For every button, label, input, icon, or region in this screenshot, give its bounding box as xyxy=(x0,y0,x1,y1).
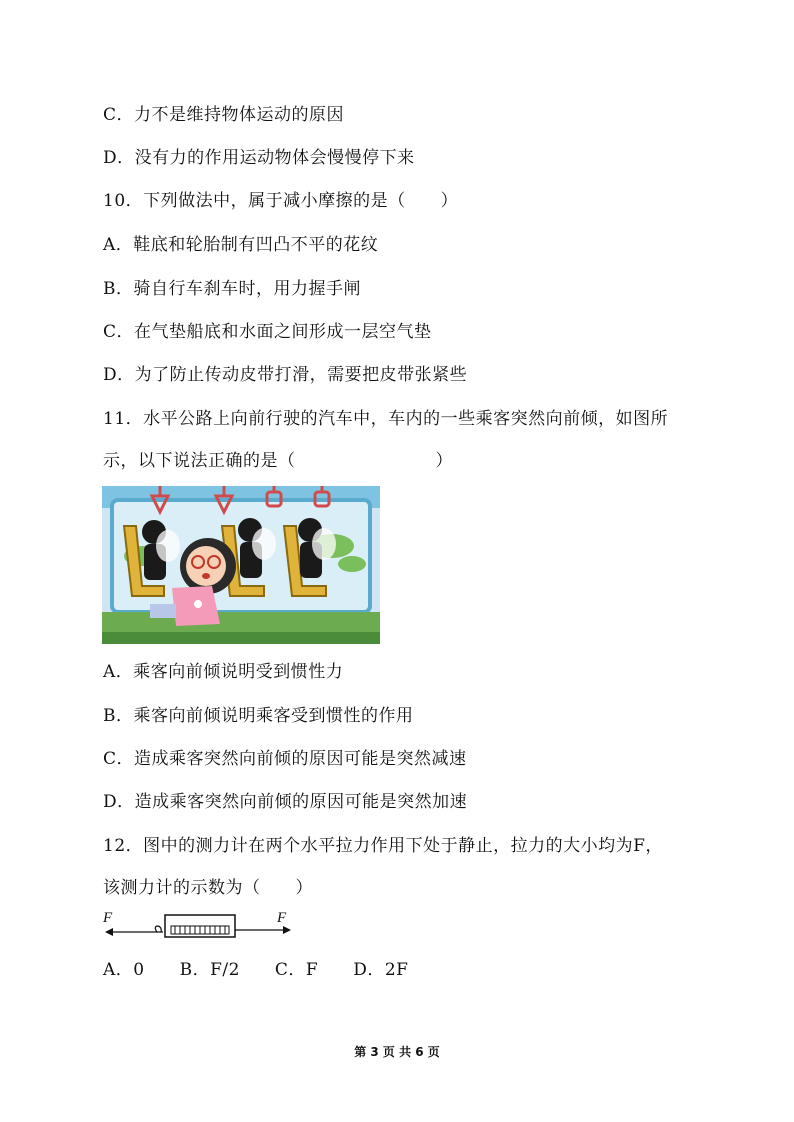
q11-option-a: A．乘客向前倾说明受到惯性力 xyxy=(103,662,344,682)
q12-options: A．0 B．F/2 C．F D．2F xyxy=(103,960,409,980)
bus-passengers-illustration xyxy=(102,486,380,644)
q10-stem: 10．下列做法中，属于减小摩擦的是（ ） xyxy=(103,191,459,211)
q12-stem-line1: 12．图中的测力计在两个水平拉力作用下处于静止，拉力的大小均为F， xyxy=(103,836,663,856)
spring-scale-figure xyxy=(101,908,293,940)
force-label-left: F xyxy=(103,910,113,926)
q10-option-b: B．骑自行车刹车时，用力握手闸 xyxy=(103,279,361,299)
q10-option-d: D．为了防止传动皮带打滑，需要把皮带张紧些 xyxy=(103,365,468,385)
q9-option-d: D．没有力的作用运动物体会慢慢停下来 xyxy=(103,148,415,168)
q11-option-b: B．乘客向前倾说明乘客受到惯性的作用 xyxy=(103,706,414,726)
q11-stem-line1: 11．水平公路上向前行驶的汽车中，车内的一些乘客突然向前倾，如图所 xyxy=(103,409,669,429)
q12-stem-line2: 该测力计的示数为（ ） xyxy=(103,878,313,898)
q11-option-c: C．造成乘客突然向前倾的原因可能是突然减速 xyxy=(103,749,467,769)
q11-stem-line2: 示，以下说法正确的是（ ） xyxy=(103,451,453,471)
q10-option-a: A．鞋底和轮胎制有凹凸不平的花纹 xyxy=(103,235,379,255)
page-footer: 第 3 页 共 6 页 xyxy=(354,1045,440,1059)
q11-option-d: D．造成乘客突然向前倾的原因可能是突然加速 xyxy=(103,792,468,812)
q9-option-c: C．力不是维持物体运动的原因 xyxy=(103,105,345,125)
q10-option-c: C．在气垫船底和水面之间形成一层空气垫 xyxy=(103,322,432,342)
force-label-right: F xyxy=(277,910,287,926)
